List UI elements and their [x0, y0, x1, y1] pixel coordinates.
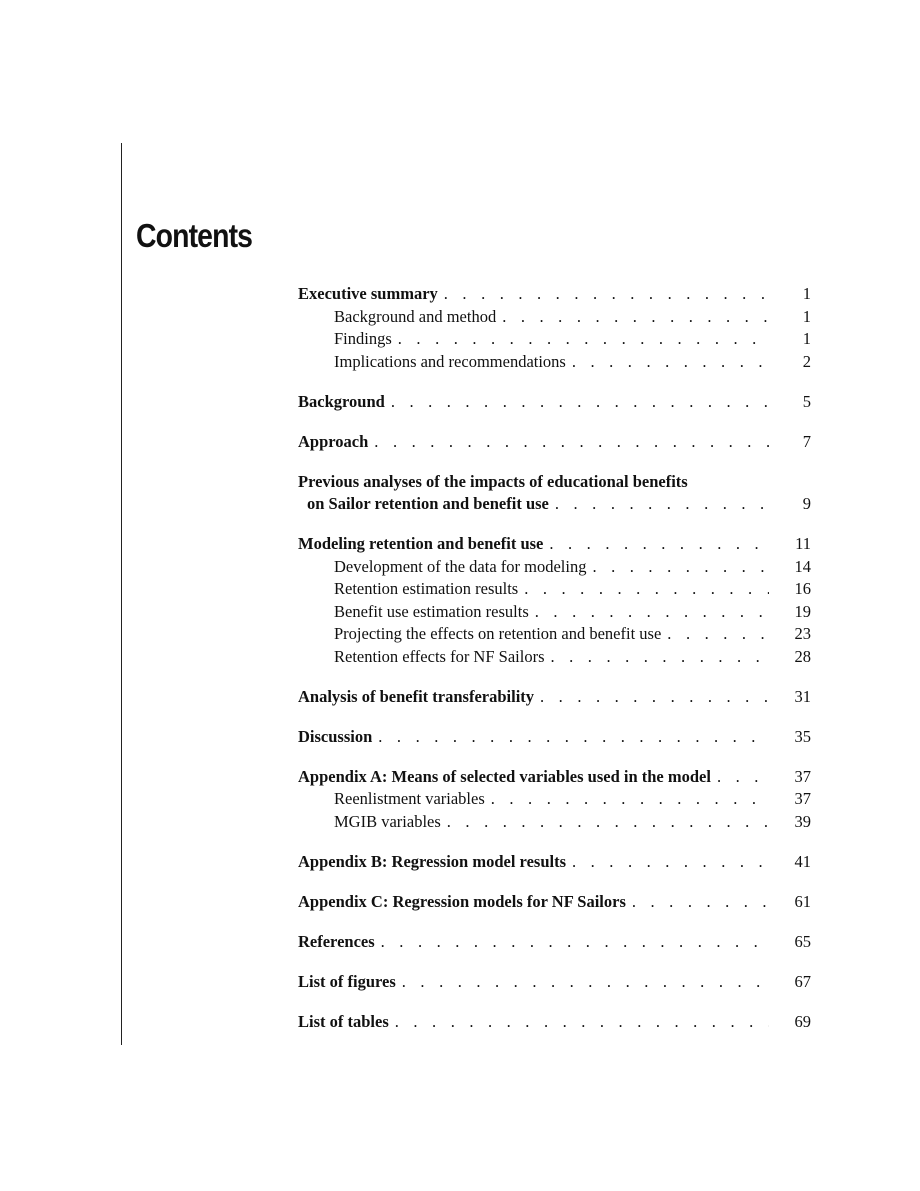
toc-entry-label: Approach — [298, 431, 369, 451]
toc-group-list-of-tables — [298, 1011, 813, 1034]
toc-entry-label: Projecting the effects on retention and benefit use — [334, 624, 662, 643]
toc-page-number: 1 — [802, 329, 811, 348]
toc-page-number: 9 — [802, 494, 811, 513]
toc-page-number: 41 — [794, 851, 811, 871]
toc-entry-label: List of tables — [298, 1011, 389, 1031]
toc-entry-label: Background and method — [334, 306, 497, 326]
toc-entry-list-of-tables[interactable] — [298, 1011, 813, 1034]
toc-page-number: 39 — [794, 811, 811, 831]
toc-page-number: 67 — [794, 971, 811, 991]
toc-entry-previous-analyses-line1[interactable] — [298, 471, 813, 494]
toc-entry-label: Previous analyses of the impacts of educational benefits — [298, 471, 688, 491]
toc-group-previous-analyses — [298, 471, 813, 516]
toc-entry-label: Retention effects for NF Sailors — [334, 646, 545, 666]
toc-entry-mgib-variables[interactable] — [298, 811, 813, 834]
toc-entry-label: Appendix A: Means of selected variables used in the model — [298, 766, 711, 786]
margin-rule — [121, 143, 122, 1045]
toc-entry-previous-analyses-line2[interactable] — [298, 493, 813, 516]
toc-entry-approach[interactable] — [298, 431, 813, 454]
toc-page-number: 37 — [794, 789, 811, 808]
toc-entry-appendix-b[interactable] — [298, 851, 813, 874]
toc-group-appendix-b — [298, 851, 813, 874]
toc-entry-references[interactable] — [298, 931, 813, 954]
toc-group-appendix-c — [298, 891, 813, 914]
toc-entry-label: on Sailor retention and benefit use — [307, 494, 549, 513]
toc-page-number: 11 — [795, 534, 811, 553]
toc-entry-label: Background — [298, 391, 385, 411]
toc-group-references — [298, 931, 813, 954]
toc-entry-reenlistment-variables[interactable] — [298, 788, 813, 811]
toc-page-number: 35 — [794, 726, 811, 746]
toc-group-background — [298, 391, 813, 414]
toc-entry-projecting[interactable] — [298, 623, 813, 646]
toc-page-number: 65 — [794, 931, 811, 951]
toc-entry-appendix-a[interactable] — [298, 766, 813, 789]
toc-entry-retention-results[interactable] — [298, 578, 813, 601]
toc-page-number: 69 — [794, 1011, 811, 1031]
toc-entry-modeling[interactable] — [298, 533, 813, 556]
toc-page-number: 1 — [802, 306, 811, 326]
toc-entry-executive-summary[interactable] — [298, 283, 813, 306]
toc-entry-transferability[interactable] — [298, 686, 813, 709]
toc-group-transferability — [298, 686, 813, 709]
toc-entry-label: References — [298, 931, 375, 951]
toc-entry-label: Benefit use estimation results — [334, 601, 529, 621]
toc-entry-development[interactable] — [298, 556, 813, 579]
table-of-contents — [298, 283, 813, 1051]
toc-page-number: 19 — [794, 601, 811, 621]
toc-page-number: 16 — [794, 579, 811, 598]
toc-page-number: 31 — [794, 686, 811, 706]
toc-entry-background-and-method[interactable] — [298, 306, 813, 329]
toc-entry-label: MGIB variables — [334, 811, 441, 831]
toc-entry-label: Modeling retention and benefit use — [298, 534, 544, 553]
toc-entry-benefit-results[interactable] — [298, 601, 813, 624]
toc-entry-implications[interactable] — [298, 351, 813, 374]
toc-page-number: 23 — [794, 624, 811, 643]
toc-entry-label: Appendix C: Regression models for NF Sailors — [298, 891, 626, 911]
toc-entry-label: Development of the data for modeling — [334, 556, 587, 576]
toc-page-number: 5 — [802, 391, 811, 411]
toc-group-appendix-a — [298, 766, 813, 834]
toc-entry-discussion[interactable] — [298, 726, 813, 749]
toc-entry-label: Retention estimation results — [334, 579, 519, 598]
toc-page-number: 7 — [802, 431, 811, 451]
toc-entry-label: List of figures — [298, 971, 396, 991]
toc-group-discussion — [298, 726, 813, 749]
toc-page-number: 1 — [802, 284, 811, 303]
toc-page-number: 37 — [794, 766, 811, 786]
toc-group-list-of-figures — [298, 971, 813, 994]
toc-group-executive-summary — [298, 283, 813, 373]
toc-group-modeling — [298, 533, 813, 668]
toc-entry-label: Reenlistment variables — [334, 789, 485, 808]
toc-entry-list-of-figures[interactable] — [298, 971, 813, 994]
toc-entry-label: Implications and recommendations — [334, 351, 566, 371]
toc-entry-label: Executive summary — [298, 284, 438, 303]
toc-entry-label: Analysis of benefit transferability — [298, 686, 535, 706]
toc-entry-label: Findings — [334, 329, 392, 348]
toc-entry-nf-retention[interactable] — [298, 646, 813, 669]
toc-entry-background[interactable] — [298, 391, 813, 414]
toc-group-approach — [298, 431, 813, 454]
page-title: Contents — [136, 217, 253, 254]
toc-page-number: 61 — [794, 891, 811, 911]
toc-entry-findings[interactable] — [298, 328, 813, 351]
toc-entry-label: Appendix B: Regression model results — [298, 851, 566, 871]
toc-page-number: 14 — [794, 556, 811, 576]
toc-page-number: 2 — [802, 351, 811, 371]
toc-page-number: 28 — [794, 646, 811, 666]
toc-entry-appendix-c[interactable] — [298, 891, 813, 914]
toc-entry-label: Discussion — [298, 726, 373, 746]
